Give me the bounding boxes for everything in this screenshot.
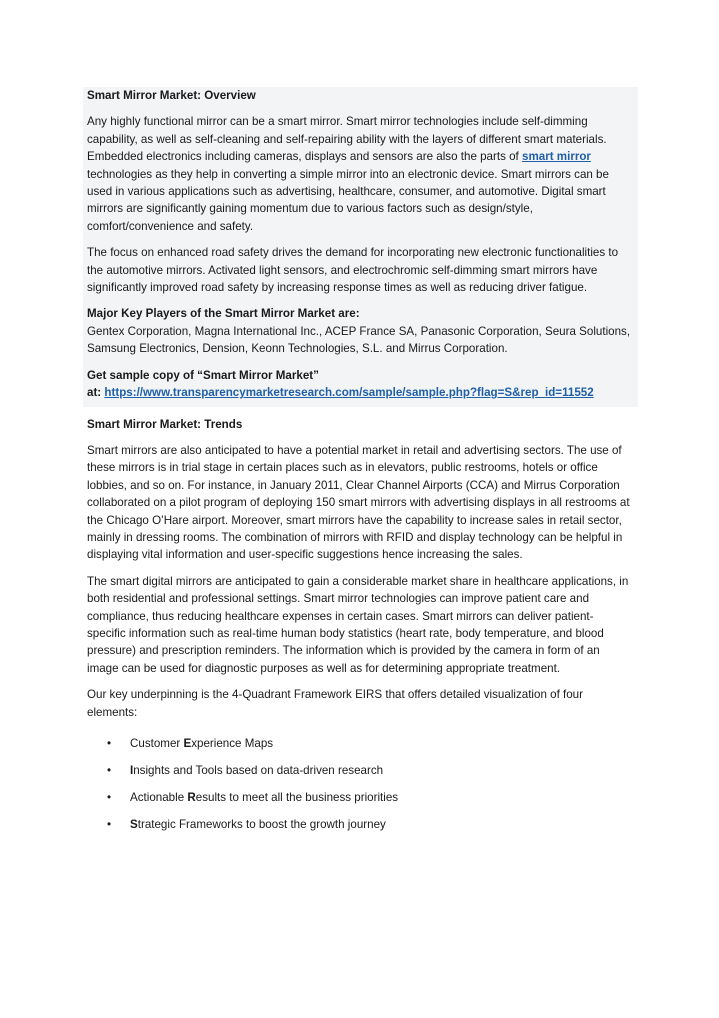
overview-paragraph-1: [87, 113, 632, 235]
key-players-heading: Major Key Players of the Smart Mirror Market are:: [87, 307, 360, 321]
list-item-initial: E: [183, 737, 192, 750]
list-item: [87, 816, 632, 833]
smart-mirror-link[interactable]: smart mirror: [522, 150, 591, 164]
overview-p1-text-b: technologies as they help in converting a simple mirror into an electronic device. Smart mirrors can be used in various applications such as advertising, healthcare, consumer, and automotive. Digital smart mirrors are significantly gaining momentum due to various factors such as design/style, comfort/convenience and safety.: [87, 167, 609, 233]
overview-heading: Smart Mirror Market: Overview: [87, 89, 256, 102]
shaded-block: [83, 87, 638, 407]
list-item-text: nsights and Tools based on data-driven research: [133, 764, 384, 777]
bullet-icon: •: [107, 791, 112, 804]
list-item-text: trategic Frameworks to boost the growth journey: [137, 818, 386, 831]
sample-at-label: at:: [87, 386, 105, 400]
trends-heading: Smart Mirror Market: Trends: [87, 417, 243, 431]
bullet-icon: •: [107, 764, 112, 777]
sample-block: [87, 367, 632, 407]
document-page: [87, 87, 632, 843]
list-item-text: esults to meet all the business priorities: [195, 791, 399, 804]
trends-paragraph-2: The smart digital mirrors are anticipated to gain a considerable market share in healthcare applications, in both residential and professional settings. Smart mirror technologies can improve patient care and compliance, thus reducing healthcare expenses in certain cases. Smart mirrors can deliver patient-specific information such as real-time human body statistics (heart rate, body temperature, and blood pressure) and prescription reminders. The information which is provided by the camera in form of an image can be used for diagnostic purposes as well as for determining appropriate treatment.: [87, 574, 629, 675]
overview-p1-text-a: Any highly functional mirror can be a smart mirror. Smart mirror technologies include self-dimming capability, as well as self-cleaning and self-repairing ability with the layers of different smart materials. Embedded electronics including cameras, displays and sensors are also the parts of: [87, 115, 607, 164]
sample-url-link[interactable]: https://www.transparencymarketresearch.com/sample/sample.php?flag=S&rep_id=11552: [104, 386, 594, 400]
list-item: [87, 789, 632, 806]
trends-paragraph-3: Our key underpinning is the 4-Quadrant Framework EIRS that offers detailed visualization of four elements:: [87, 688, 583, 719]
list-item-initial: S: [130, 818, 138, 831]
list-item: [87, 762, 632, 779]
list-item-initial: R: [187, 791, 196, 804]
list-item-text: Customer: [130, 737, 184, 750]
list-item-text: xperience Maps: [191, 737, 274, 750]
eirs-list: [87, 735, 632, 833]
bullet-icon: •: [107, 818, 112, 831]
list-item-text: Actionable: [130, 791, 188, 804]
key-players-block: [87, 305, 632, 357]
sample-copy-label: Get sample copy of “Smart Mirror Market”: [87, 368, 319, 382]
trends-paragraph-1: Smart mirrors are also anticipated to have a potential market in retail and advertising sectors. The use of these mirrors is in trial stage in certain places such as in elevators, public restrooms, hotels or office lobbies, and so on. For instance, in January 2011, Clear Channel Airports (CCA) and Mirrus Corporation collaborated on a pilot program of deploying 150 smart mirrors with advertising displays in all restrooms at the Chicago O’Hare airport. Moreover, smart mirrors have the capability to increase sales in retail sector, mainly in dressing rooms. The combination of mirrors with RFID and display technology can be helpful in displaying vital information and user-specific suggestions hence increasing the sales.: [87, 443, 630, 562]
bullet-icon: •: [107, 737, 112, 750]
overview-paragraph-2: The focus on enhanced road safety drives the demand for incorporating new electronic functionalities to the automotive mirrors. Activated light sensors, and electrochromic self-dimming smart mirrors have significantly improved road safety by increasing response times as well as reducing driver fatigue.: [87, 246, 619, 295]
key-players-list: Gentex Corporation, Magna International Inc., ACEP France SA, Panasonic Corporation, Seura Solutions, Samsung Electronics, Dension, Keonn Technologies, S.L. and Mirrus Corporation.: [87, 324, 631, 356]
list-item-initial: I: [130, 764, 134, 777]
list-item: [87, 735, 632, 752]
